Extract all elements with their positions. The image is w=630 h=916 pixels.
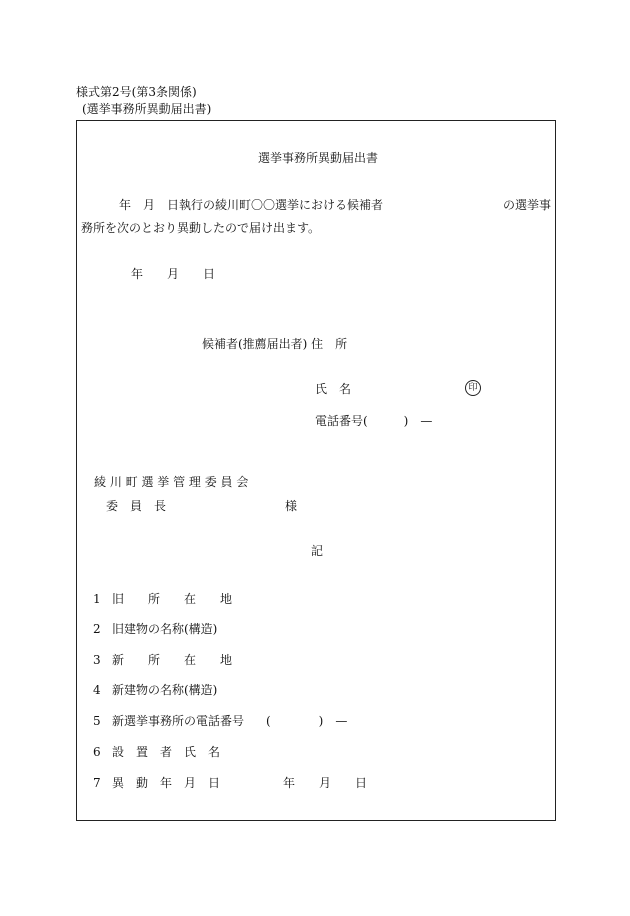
item-label: 旧建物の名称(構造) bbox=[112, 622, 218, 636]
item-number: 1 bbox=[93, 592, 101, 606]
item-number: 5 bbox=[93, 714, 101, 728]
item-number: 3 bbox=[93, 653, 101, 667]
item-number: 2 bbox=[93, 622, 101, 636]
form-number: 様式第2号(第3条関係) bbox=[76, 85, 197, 99]
item-label: 新 所 在 地 bbox=[112, 653, 233, 667]
item-label: 新選挙事務所の電話番号 bbox=[112, 714, 245, 728]
item-value: ( ) — bbox=[266, 714, 348, 728]
phone-label: 電話番号( ) — bbox=[315, 414, 433, 428]
honorific: 様 bbox=[285, 499, 298, 513]
committee-chair: 委 員 長 bbox=[106, 499, 167, 513]
committee-name: 綾 川 町 選 挙 管 理 委 員 会 bbox=[94, 475, 249, 489]
item-label: 新建物の名称(構造) bbox=[112, 683, 218, 697]
item-label: 異 動 年 月 日 bbox=[112, 776, 221, 790]
seal-mark: 印 bbox=[465, 380, 481, 396]
item-label: 設 置 者 氏 名 bbox=[112, 745, 221, 759]
item-number: 6 bbox=[93, 745, 101, 759]
applicant-address: 候補者(推薦届出者) 住 所 bbox=[202, 337, 348, 351]
item-label: 旧 所 在 地 bbox=[112, 592, 233, 606]
form-title-paren: (選挙事務所異動届出書) bbox=[82, 102, 212, 116]
item-number: 4 bbox=[93, 683, 101, 697]
item-number: 7 bbox=[93, 776, 101, 790]
body-line2: 務所を次のとおり異動したので届け出ます。 bbox=[81, 221, 321, 235]
name-label: 氏 名 bbox=[315, 382, 352, 396]
document-title: 選挙事務所異動届出書 bbox=[258, 151, 379, 165]
date-line: 年 月 日 bbox=[131, 267, 216, 281]
body-line1-end: の選挙事 bbox=[503, 198, 552, 212]
item-value: 年 月 日 bbox=[283, 776, 368, 790]
body-line1-date: 年 月 日執行の綾川町〇〇選挙における候補者 bbox=[119, 198, 384, 212]
ki-heading: 記 bbox=[311, 544, 324, 558]
